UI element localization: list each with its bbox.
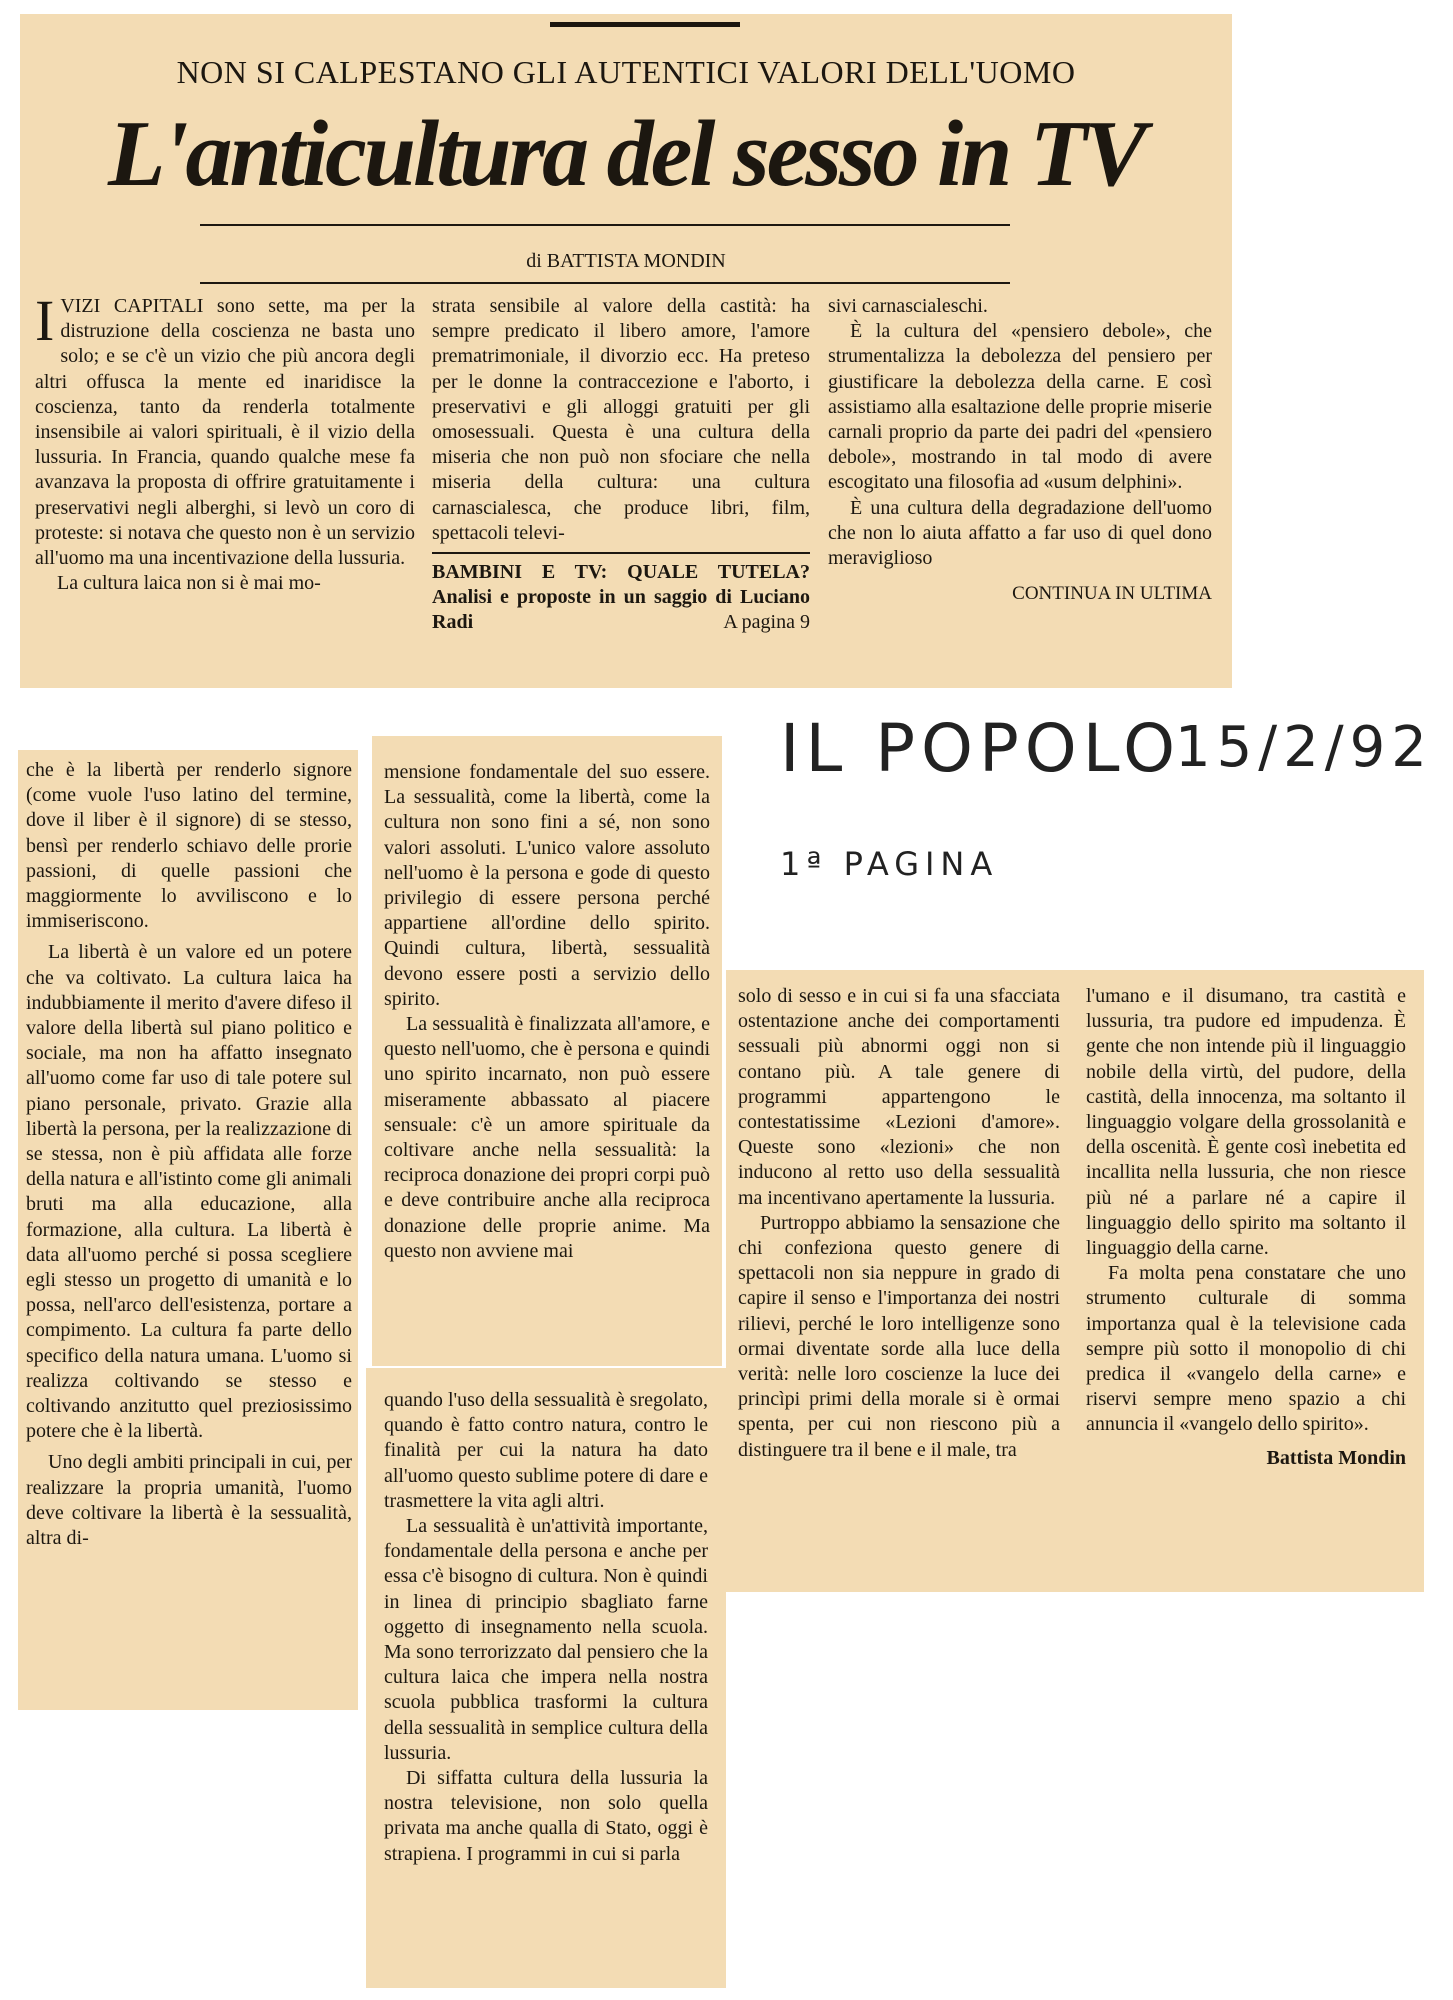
clip1-column-2 — [432, 294, 810, 636]
continuation-clip-middle-upper — [372, 736, 722, 1366]
continuation-clip-middle-lower — [366, 1368, 726, 1988]
clip1-col3-p3: È una cultura della degradazione dell'uomo che non lo aiuta affatto a far uso di quel dono meraviglioso — [828, 496, 1212, 570]
drop-cap: I — [35, 288, 55, 353]
box-rule — [432, 552, 810, 554]
handwritten-newspaper-name: IL POPOLO — [780, 710, 1182, 787]
clip5-col1-p2: Purtroppo abbiamo la sensazione che chi confeziona questo genere di spettacoli non sia neppure in grado di capire il senso e l'importanza dei nostri rilievi, perché le loro intelligenze sono ormai diventate sorde alla luce della verità: nelle loro coscienze la luce dei princìpi primi della morale si è ormai spenta, per cui non riescono più a distinguere tra il bene e il male, tra — [738, 1211, 1060, 1461]
clip2-p2: La libertà è un valore ed un potere che va coltivato. La cultura laica ha indubbiamente il merito d'avere difeso il valore della libertà sul piano politico e sociale, ma non ha affatto insegnato all'uomo come far uso di tale potere sul piano personale, privato. Grazie alla libertà la persona, per la realizzazione di se stessa, non è più affidata alle forze della natura e all'istinto come gli animali bruti ma alla educazione, alla formazione, alla cultura. La libertà è data all'uomo perché si possa scegliere egli stesso un progetto di umanità e lo possa, nell'arco dell'esistenza, portare a compimento. La cultura fa parte dello specifico della natura umana. L'uomo si realizza coltivando se stesso e coltivando anzitutto quel preziosissimo potere che è la libertà. — [26, 941, 352, 1443]
top-rule — [550, 22, 740, 27]
clip1-col1-p1: sono sette, ma per la distruzione della coscienza ne basta uno solo; e se c'è un vizio che più ancora degli altri offusca la mente ed inaridisce la coscienza, tanto da renderla totalmente insensibile ai valori spirituali, è il vizio della lussuria. In Francia, quando qualche mese fa avanzava la proposta di offrire gratuitamente i preservativi negli alberghi, si levò un coro di proteste: si notava che questo non è un servizio all'uomo ma una incentivazione della lussuria. — [35, 295, 415, 570]
kicker: NON SI CALPESTANO GLI AUTENTICI VALORI DELL'UOMO — [176, 54, 1076, 90]
clip3-p2: La sessualità è finalizzata all'amore, e questo nell'uomo, che è persona e quindi uno spirito incarnato, non può essere miseramente abbassato al piacere sensuale: c'è un amore spirituale da coltivare anche nella sessualità: la reciproca donazione dei propri corpi può e deve contribuire anche alla reciproca donazione delle proprie anime. Ma questo non avviene mai — [384, 1013, 710, 1262]
clip1-col1-p2: La cultura laica non si è mai mo- — [57, 572, 321, 595]
clip4-p2: La sessualità è un'attività importante, fondamentale della persona e anche per essa c'è bisogno di cultura. Non è quindi in linea di principio sbagliato farne oggetto di insegnamento nella scuola. Ma sono terrorizzato dal pensiero che la cultura laica che impera nella nostra scuola pubblica trasformi la cultura della sessualità in semplice cultura della lussuria. — [384, 1515, 708, 1764]
clip5-col2-p1: l'umano e il disumano, tra castità e lussuria, tra pudore ed impudenza. È gente che non intende più il linguaggio nobile della virtù, del pudore, della castità, della innocenza, ma soltanto il linguaggio volgare della grossolanità e della oscenità. È gente così inebetita ed incallita nella lussuria, che non riesce più né a parlare né a capire il linguaggio dello spirito ma soltanto il linguaggio della carne. — [1086, 985, 1406, 1260]
clip1-col2-p1: strata sensibile al valore della castità: ha sempre predicato il libero amore, l'amore prematrimoniale, il divorzio ecc. Ha preteso per le donne la contraccezione e l'aborto, i preservativi e gli alloggi gratuiti per gli omosessuali. Questa è una cultura della miseria che non può non sfociare che nella miseria della cultura: una cultura carnascialesca, che produce libri, film, spettacoli televi- — [432, 295, 810, 544]
related-article-text: BAMBINI E TV: QUALE TUTELA? Analisi e proposte in un saggio di Luciano Radi — [432, 561, 810, 634]
continua-in-ultima: CONTINUA IN ULTIMA — [1012, 583, 1212, 605]
related-article-page: A pagina 9 — [723, 611, 810, 634]
handwritten-date: 15/2/92 — [1175, 715, 1433, 780]
continuation-clip-right — [726, 970, 1424, 1592]
clip5-column-2 — [1086, 984, 1406, 1471]
clip4-column — [384, 1388, 708, 1867]
clip1-column-1 — [35, 288, 415, 596]
clip4-p1: quando l'uso della sessualità è sregolato, quando è fatto contro natura, contro le finalità per cui la natura ha dato all'uomo questo sublime potere di dare e trasmettere la vita agli altri. — [384, 1389, 708, 1512]
clip4-p3: Di siffatta cultura della lussuria la nostra televisione, non solo quella privata ma anche qualla di Stato, oggi è strapiena. I programmi in cui si parla — [384, 1767, 708, 1865]
related-article-box — [432, 560, 810, 636]
handwritten-page: 1ª PAGINA — [780, 845, 999, 883]
clip3-column — [384, 760, 710, 1264]
headline: L'anticultura del sesso in TV — [108, 102, 1144, 206]
continuation-clip-left — [18, 750, 358, 1710]
byline-rule — [200, 282, 1010, 284]
clip5-col1-p1: solo di sesso e in cui si fa una sfacciata ostentazione anche dei comportamenti sessuali più abnormi oggi non si contano più. A tale genere di programmi appartengono le contestatissime «Lezioni d'amore». Queste sono «lezioni» che non inducono al retto uso della sessualità ma incentivano apertamente la lussuria. — [738, 985, 1060, 1209]
clip5-column-1 — [738, 984, 1060, 1463]
article-header-clip — [20, 14, 1232, 688]
clip1-column-3 — [828, 294, 1212, 606]
clip5-col2-p2: Fa molta pena constatare che uno strumento culturale di somma importanza qual è la televisione cada sempre più sotto il monopolio di chi predica il «vangelo della carne» e riservi sempre meno spazio a chi annuncia il «vangelo dello spirito». — [1086, 1262, 1406, 1436]
clip2-p1: che è la libertà per renderlo signore (come vuole l'uso latino del termine, dove il liber è il signore) di se stesso, bensì per renderlo schiavo delle prorie passioni, di quelle passioni che maggiormente lo avviliscono e lo immiseriscono. — [26, 759, 352, 933]
lead-caps: VIZI CAPITALI — [60, 295, 204, 317]
clip1-col3-p2: È la cultura del «pensiero debole», che strumentalizza la debolezza del pensiero per giustificare la debolezza della carne. E così assistiamo alla esaltazione delle proprie miserie carnali proprio da parte dei padri del «pensiero debole», mostrando in tal modo di avere escogitato una filosofia ad «usum delphini». — [828, 320, 1212, 494]
clip2-column — [26, 758, 352, 1551]
clip3-p1: mensione fondamentale del suo essere. La sessualità, come la libertà, come la cultura non sono fini a sé, non sono valori assoluti. L'unico valore assoluto nell'uomo è la persona e gode di questo privilegio di essere persona perché appartiene all'ordine dello spirito. Quindi cultura, libertà, sessualità devono essere posti a servizio dello spirito. — [384, 761, 710, 1010]
headline-rule — [200, 224, 1010, 226]
byline: di BATTISTA MONDIN — [526, 250, 726, 272]
clip2-p3: Uno degli ambiti principali in cui, per realizzare la propria umanità, l'uomo deve coltivare la libertà è la sessualità, altra di- — [26, 1451, 352, 1550]
author-signature: Battista Mondin — [1266, 1446, 1406, 1469]
clip1-col3-p1: sivi carnascialeschi. — [828, 295, 988, 317]
